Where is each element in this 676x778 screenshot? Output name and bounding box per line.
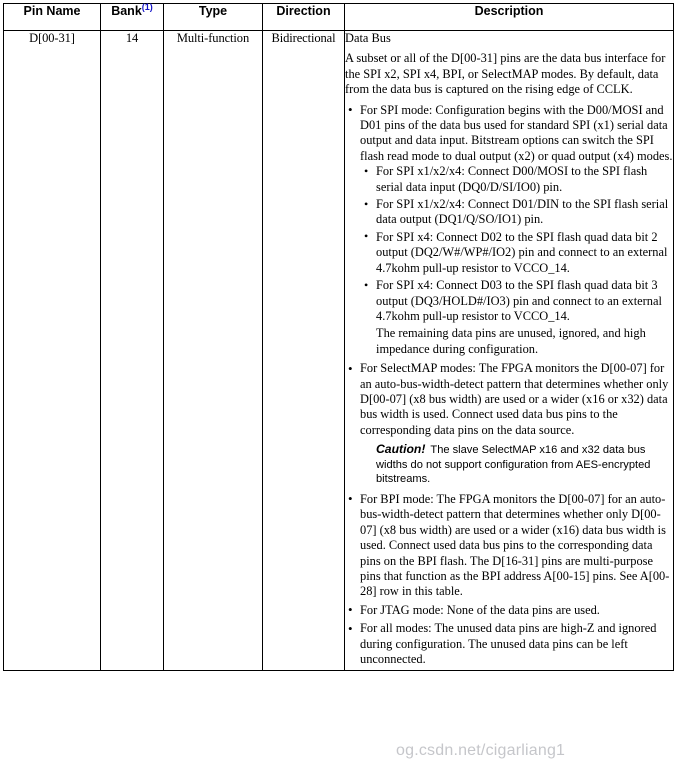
- caution-text: The slave SelectMAP x16 and x32 data bus widths do not support configuration from AES-encrypted bitstreams.: [376, 444, 651, 486]
- table-body: [4, 31, 674, 671]
- list-item: • For BPI mode: The FPGA monitors the D[00-07] for an auto-bus-width-detect pattern that determines whether only D[00-07] (x8 bus width) are used or a wider (x16) data bus width is used. Connect used data bus pins to the corresponding data pins on the BPI flash. The D[16-31] pins are multi-purpose pins that function as the BPI address A[00-15] pins. See A[00-28] row in this table.: [345, 492, 673, 600]
- table-row: [4, 31, 674, 671]
- column-header-direction: [263, 4, 345, 31]
- list-item: • For SPI x1/x2/x4: Connect D00/MOSI to the SPI flash serial data input (DQ0/D/SI/IO0) pin.: [360, 164, 673, 195]
- description-intro-paragraph: A subset or all of the D[00-31] pins are the data bus interface for the SPI x2, SPI x4, BPI, or SelectMAP modes. By default, data from the data bus is captured on the rising edge of CCLK.: [345, 51, 666, 97]
- caution-callout: [360, 442, 673, 487]
- cell-direction: Bidirectional: [263, 31, 345, 671]
- list-item: [345, 361, 673, 487]
- column-header-description-label: Description: [474, 4, 544, 18]
- column-header-description: [345, 4, 674, 31]
- cell-pin-name: D[00-31]: [4, 31, 101, 671]
- caution-label: Caution!: [376, 442, 426, 457]
- column-header-pin-name-label: Pin Name: [23, 4, 81, 18]
- list-item: • For SPI x1/x2/x4: Connect D01/DIN to the SPI flash serial data output (DQ1/Q/SO/IO1) pin.: [360, 197, 673, 228]
- column-header-bank-label: Bank: [111, 4, 142, 18]
- description-heading: Data Bus: [345, 31, 391, 45]
- column-header-type: [164, 4, 263, 31]
- bullet-trailing-note: The remaining data pins are unused, ignored, and high impedance during configuration.: [376, 326, 646, 356]
- table-header-row: [4, 4, 674, 31]
- description-bullet-list: [345, 103, 673, 668]
- bullet-text: For SelectMAP modes: The FPGA monitors the D[00-07] for an auto-bus-width-detect pattern that determines whether only D[00-07] (x8 bus width) are used or a wider (x16 or x32) data bus width is used. Connect used data bus pins to the corresponding data pins on the data source.: [360, 361, 669, 437]
- footnote-reference-1[interactable]: (1): [141, 1, 153, 12]
- list-item: • For all modes: The unused data pins are high-Z and ignored during configuration. The unused data pins can be left unconnected.: [345, 621, 673, 667]
- pin-description-table: [3, 3, 674, 671]
- cell-type: Multi-function: [164, 31, 263, 671]
- column-header-bank: [101, 1, 164, 31]
- list-item: [345, 103, 673, 358]
- column-header-type-label: Type: [198, 4, 228, 18]
- column-header-direction-label: Direction: [276, 4, 331, 18]
- list-item: • For SPI x4: Connect D03 to the SPI flash quad data bit 3 output (DQ3/HOLD#/IO3) pin and connect to an external 4.7kohm pull-up resistor to VCCO_14.: [360, 278, 673, 324]
- cell-description: [345, 31, 674, 671]
- csdn-watermark: og.csdn.net/cigarliang1: [396, 742, 566, 759]
- list-item: • For JTAG mode: None of the data pins are used.: [345, 603, 673, 618]
- list-item: • For SPI x4: Connect D02 to the SPI flash quad data bit 2 output (DQ2/W#/WP#/IO2) pin and connect to an external 4.7kohm pull-up resistor to VCCO_14.: [360, 230, 673, 276]
- table-header: [4, 1, 674, 31]
- cell-bank: 14: [101, 31, 164, 671]
- column-header-pin-name: [4, 4, 101, 31]
- bullet-text: For SPI mode: Configuration begins with the D00/MOSI and D01 pins of the data bus used for standard SPI (x1) serial data output and data input. Bitstream options can switch the SPI flash read mode to dual output (x2) or quad output (x4) modes.: [360, 102, 673, 163]
- description-sub-bullet-list: [360, 164, 673, 324]
